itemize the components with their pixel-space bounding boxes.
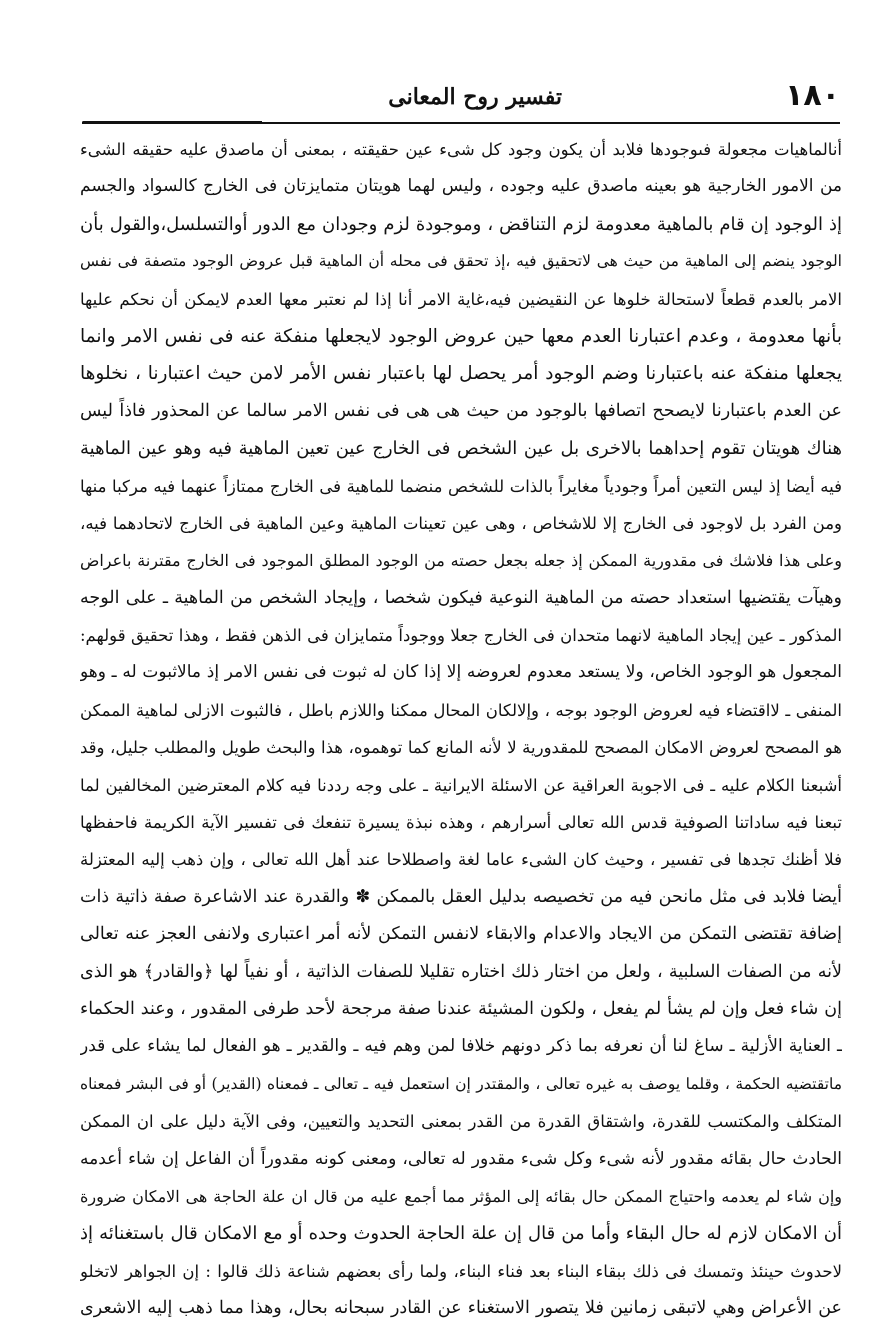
page-number: ١٨٠	[785, 78, 840, 113]
text-line: أيضا فلابد فى مثل مانحن فيه من تخصيصه بدليل العقل بالممكن ✽ والقدرة عند الاشاعرة صفة ذاتية ذات	[80, 886, 842, 907]
text-line: ـ العناية الأزلية ـ ساغ لنا أن نعرفه بما ذكر دونهم خلافا لمن وهم فيه ـ والقدير ـ هو الفعال لما يشاء على قدر	[80, 1036, 842, 1057]
text-line: هناك هويتان تقوم إحداهما بالاخرى بل عين الشخص فى الخارج عين تعين الماهية فيه وهو عين الماهية	[80, 438, 842, 460]
text-line: فيه أيضا إذ ليس التعين أمراً وجودياً مغايراً بالذات للشخص منضما للماهية فى الخارج ممتازاً عنهما فيه مركبا منها	[80, 476, 842, 496]
text-line: وهيآت يقتضيها استعداد حصته من الماهية النوعية فيكون شخصا ، وإيجاد الشخص من الماهية ـ على الوجه	[80, 587, 842, 608]
text-line: وإن شاء لم يعدمه واحتياج الممكن حال بقائه إلى المؤثر مما أجمع عليه من قال ان علة الحاجة هى الامكان ضرورة	[80, 1186, 842, 1206]
text-line: أنالماهيات مجعولة فىوجودها فلابد أن يكون وجود كل شىء عين حقيقته ، بمعنى أن ماصدق عليه حقيقه الشىء	[80, 140, 842, 159]
text-line: إضافة تقتضى التمكن من الايجاد والاعدام والابقاء لانفس التمكن لأنه أمر اعتبارى ولانفى العجز عنه تعالى	[80, 924, 842, 945]
text-line: المجعول هو الوجود الخاص، ولا يستعد معدوم لعروضه إلا إذا كان له ثبوت فى نفس الامر إذ مالاثبوت له ـ وهو	[80, 662, 842, 683]
text-line: عن العدم باعتبارنا لايصحح اتصافها بالوجود من حيث هى هى فى نفس الامر سالما عن المحذور فاذاً ليس	[80, 400, 842, 421]
text-line: المنفى ـ لااقتضاء فيه لعروض الوجود بوجه ، وإلالكان المحال ممكنا واللازم باطل ، فالثبوت الازلى لماهية الممكن	[80, 700, 842, 720]
page-header	[80, 78, 842, 114]
text-line: ومن الفرد بل لاوجود فى الخارج إلا للاشخاص ، وهى عين تعينات الماهية وعين الماهية فى الخارج لاتحادهما فيه،	[80, 513, 842, 533]
text-line: أشبعنا الكلام عليه ـ فى الاجوبة العراقية عن الاسئلة الايرانية ـ على وجه رددنا فيه كلام المعترضين المخالفين لما	[80, 775, 842, 795]
text-line: الامر بالعدم قطعاً لاستحالة خلوها عن النقيضين فيه،غاية الامر أنا إذا لم نعتبر معها العدم لايمكن أن نحكم عليها	[80, 289, 842, 309]
text-line: عن الأعراض وهي لاتبقى زمانين فلا يتصور الاستغناء عن القادر سبحانه بحال، وهذا مما ذهب إليه الاشعرى	[80, 1298, 842, 1319]
text-line: يجعلها منفكة عنه باعتبارنا وضم الوجود أمر يحصل لها باعتبار نفس الأمر لامن حيث اعتبارنا ، نخلوها	[80, 363, 842, 385]
text-line: هو المصحح لعروض الامكان المصحح للمقدورية لا لأنه المانع كما توهموه، هذا والبحث طويل والمطلب جليل، وقد	[80, 738, 842, 758]
text-line: إن شاء فعل وإن لم يشأ لم يفعل ، ولكون المشيئة عندنا صفة مرجحة لأحد طرفى المقدور ، وعند الحكماء	[80, 998, 842, 1019]
text-line: إذ الوجود إن قام بالماهية معدومة لزم التناقض ، وموجودة لزم وجودان مع الدور أوالتسلسل،والقول بأن	[80, 213, 842, 235]
text-line: أن الامكان لازم له حال البقاء وأما من قال إن علة الحاجة الحدوث وحده أو مع الامكان قال باستغنائه إذ	[80, 1223, 842, 1245]
text-line: ماتقتضيه الحكمة ، وقلما يوصف به غيره تعالى ، والمقتدر إن استعمل فيه ـ تعالى ـ فمعناه (القدير) أو فى البشر فمعناه	[80, 1074, 842, 1093]
text-line: الوجود ينضم إلى الماهية من حيث هى لاتحقيق فيه ،إذ تحقق فى محله أن الماهية قبل عروض الوجود متصفة فى نفس	[80, 252, 842, 271]
header-rule	[82, 122, 840, 124]
text-line: لأنه من الصفات السلبية ، ولعل من اختار ذلك اختاره تقليلا للصفات الذاتية ، أو نفياً لها ﴿والقادر﴾ هو الذى	[80, 961, 842, 982]
text-line: من الامور الخارجية هو بعينه ماصدق عليه وجوده ، وليس لهما هويتان متمايزتان فى الخارج كالسواد والجسم	[80, 176, 842, 197]
body-text	[80, 131, 842, 1328]
text-line: وعلى هذا فلاشك فى مقدورية الممكن إذ جعله بجعل حصته من الوجود المطلق الموجود فى الخارج مقترنة باعراض	[80, 551, 842, 571]
text-line: لاحدوث حينئذ وتمسك فى ذلك ببقاء البناء بعد فناء البناء، ولما رأى بعضهم شناعة ذلك قالوا : إن الجواهر لاتخلو	[80, 1261, 842, 1281]
text-line: بأنها معدومة ، وعدم اعتبارنا العدم معها حين عروض الوجود لايجعلها منفكة عنه فى نفس الامر وانما	[80, 325, 842, 347]
text-line: فلا أظنك تجدها فى تفسير ، وحيث كان الشىء عاما لغة واصطلاحا عند أهل الله تعالى ، وإن ذهب إليه المعتزلة	[80, 850, 842, 870]
running-title: تفسير روح المعانى	[388, 84, 562, 110]
text-line: المتكلف والمكتسب للقدرة، واشتقاق القدرة من القدر بمعنى التحديد والتعيين، وفى الآية دليل على ان الممكن	[80, 1112, 842, 1132]
text-line: المذكور ـ عين إيجاد الماهية لانهما متحدان فى الخارج جعلا ووجوداً متمايزان فى الذهن فقط ، وهذا تحقيق قولهم:	[80, 626, 842, 646]
text-line: تبعنا فيه ساداتنا الصوفية قدس الله تعالى أسرارهم ، وهذه نبذة يسيرة تنفعك فى تفسير الآية الكريمة فاحفظها	[80, 813, 842, 833]
text-line: الحادث حال بقائه مقدور لأنه شىء وكل شىء مقدور له تعالى، ومعنى كونه مقدوراً أن الفاعل إن شاء أعدمه	[80, 1148, 842, 1169]
